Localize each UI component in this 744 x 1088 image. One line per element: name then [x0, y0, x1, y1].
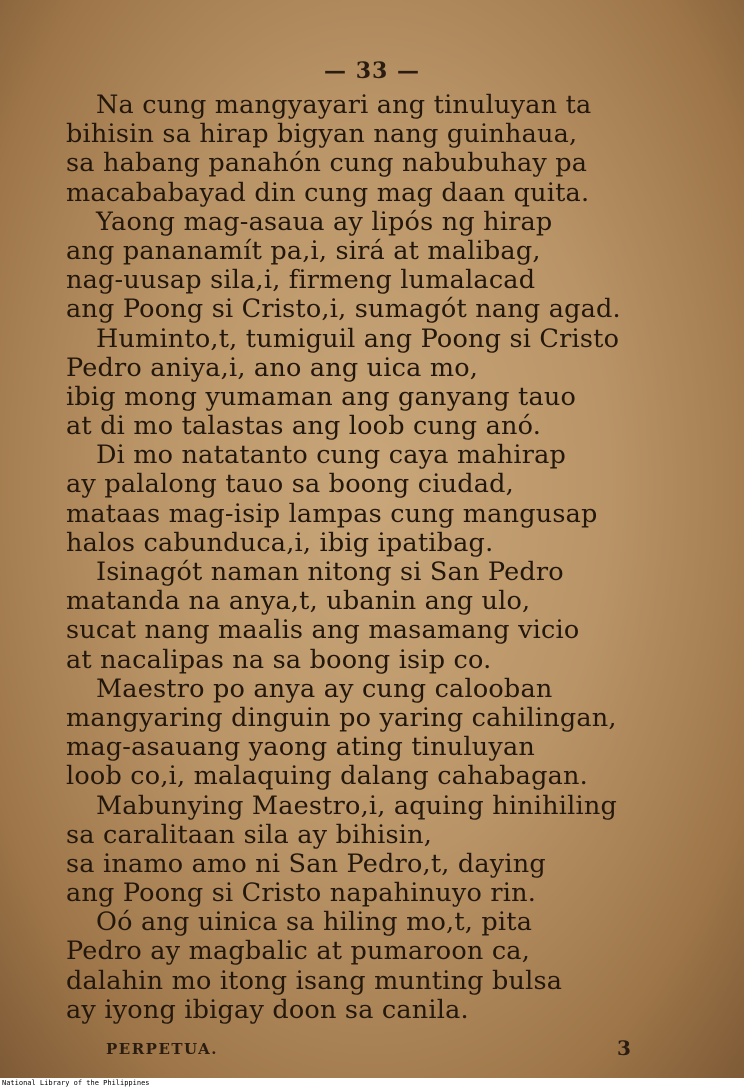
verse-line: loob co,i, malaquing dalang cahabagan. [66, 761, 588, 792]
verse-line: Na cung mangyayari ang tinuluyan ta [96, 90, 592, 120]
verse-line: sa habang panahón cung nabubuhay pa [66, 148, 588, 179]
verse-line: Huminto,t, tumiguil ang Poong si Cristo [96, 323, 620, 354]
verse-line: Pedro ay magbalic at pumaroon ca, [66, 936, 531, 967]
verse-line: bihisin sa hirap bigyan nang guinhaua, [66, 119, 578, 150]
verse-line: dalahin mo itong isang munting bulsa [66, 965, 563, 996]
verse-line: Pedro aniya,i, ano ang uica mo, [66, 352, 479, 383]
verse-line: Yaong mag-asaua ay lipós ng hirap [96, 206, 553, 237]
verse-line: mataas mag-isip lampas cung mangusap [66, 498, 598, 529]
verse-line: mangyaring dinguin po yaring cahilingan, [66, 702, 617, 733]
verse-line: Oó ang uinica sa hiling mo,t, pita [96, 907, 533, 938]
verse-line: ay palalong tauo sa boong ciudad, [66, 469, 514, 500]
verse-text [66, 91, 686, 1025]
verse-line: ang Poong si Cristo,i, sumagót nang agad. [66, 294, 621, 325]
verse-line: nag-uusap sila,i, firmeng lumalacad [66, 265, 536, 296]
verse-line: sa caralitaan sila ay bihisin, [66, 819, 433, 850]
verse-line: Isinagót naman nitong si San Pedro [96, 557, 564, 587]
verse-line: Maestro po anya ay cung calooban [96, 673, 553, 704]
verse-line: ibig mong yumaman ang ganyang tauo [66, 381, 577, 412]
verse-line: macababayad din cung mag daan quita. [66, 177, 590, 208]
footer-sheet-number: 3 [617, 1036, 631, 1060]
verse-line: mag-asauang yaong ating tinuluyan [66, 732, 536, 763]
verse-line: Mabunying Maestro,i, aquing hinihiling [96, 790, 617, 821]
verse-line: Di mo natatanto cung caya mahirap [96, 440, 567, 471]
verse-line: ay iyong ibigay doon sa canila. [66, 994, 469, 1025]
verse-line: ang pananamít pa,i, sirá at malibag, [66, 235, 541, 266]
page-number: — 33 — [324, 58, 420, 84]
verse-line: sucat nang maalis ang masamang vicio [66, 615, 580, 646]
verse-line: at di mo talastas ang loob cung anó. [66, 411, 542, 442]
verse-line: sa inamo amo ni San Pedro,t, daying [66, 848, 546, 879]
verse-line: ang Poong si Cristo napahinuyo rin. [66, 878, 537, 909]
credit-strip [0, 1078, 744, 1088]
verse-line: at nacalipas na sa boong isip co. [66, 644, 492, 675]
library-credit: National Library of the Philippines [2, 1079, 150, 1087]
footer-signature: PERPETUA. [106, 1040, 219, 1058]
verse-line: halos cabunduca,i, ibig ipatibag. [66, 527, 494, 558]
verse-line: matanda na anya,t, ubanin ang ulo, [66, 586, 531, 617]
